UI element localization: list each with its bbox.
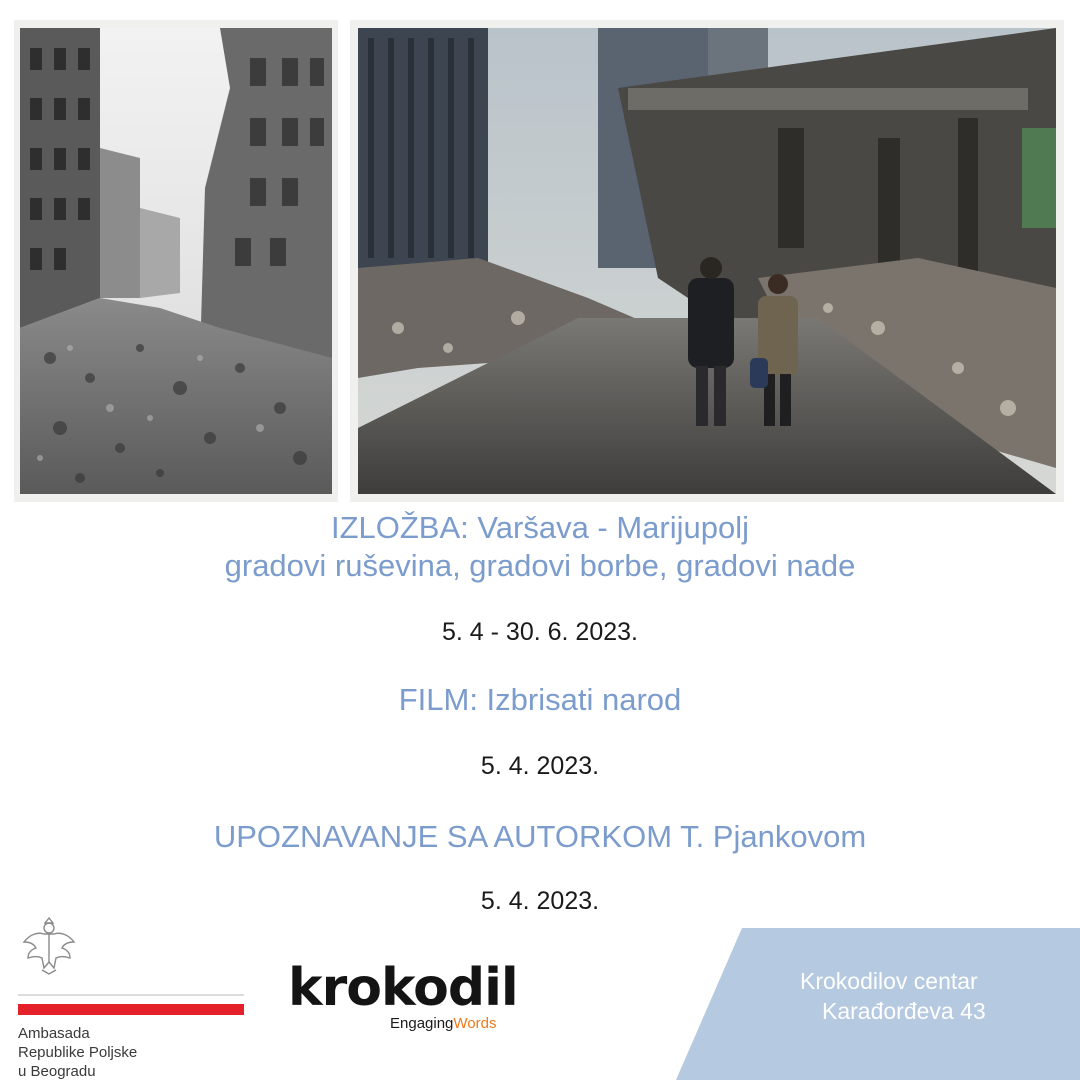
warsaw-ruins-photo [20,28,332,494]
flag-white-stripe [18,994,244,1004]
flag-red-stripe [18,1004,244,1015]
film-title: FILM: Izbrisati narod [398,682,682,717]
exhibition-dates: 5. 4 - 30. 6. 2023. [442,618,638,646]
exhibition-title-line2: gradovi ruševina, gradovi borbe, gradovi nade [224,548,856,583]
krokodil-tagline [390,1015,496,1033]
venue-street: Karađorđeva 43 [822,998,986,1024]
film-date: 5. 4. 2023. [480,752,600,780]
embassy-name-line2: Republike Poljske [18,1044,138,1061]
exhibition-title [0,509,1080,585]
embassy-name-line3: u Beogradu [18,1063,96,1080]
venue-address [800,966,986,1026]
embassy-name-line1: Ambasada [18,1025,90,1042]
tagline-engaging: Engaging [390,1015,454,1032]
krokodil-logo [288,960,528,1040]
embassy-name [18,1024,137,1081]
krokodil-wordmark: krokodil [288,958,518,1018]
author-meeting-date: 5. 4. 2023. [480,887,600,915]
embassy-logo [12,912,237,1080]
mariupol-ruins-photo [358,28,1056,494]
tagline-words: Words [453,1015,497,1032]
venue-name: Krokodilov centar [800,968,978,994]
polish-eagle-icon [20,912,78,976]
author-meeting-title: UPOZNAVANJE SA AUTORKOM T. Pjankovom [213,819,867,854]
exhibition-title-line1: IZLOŽBA: Varšava - Marijupolj [330,510,750,545]
